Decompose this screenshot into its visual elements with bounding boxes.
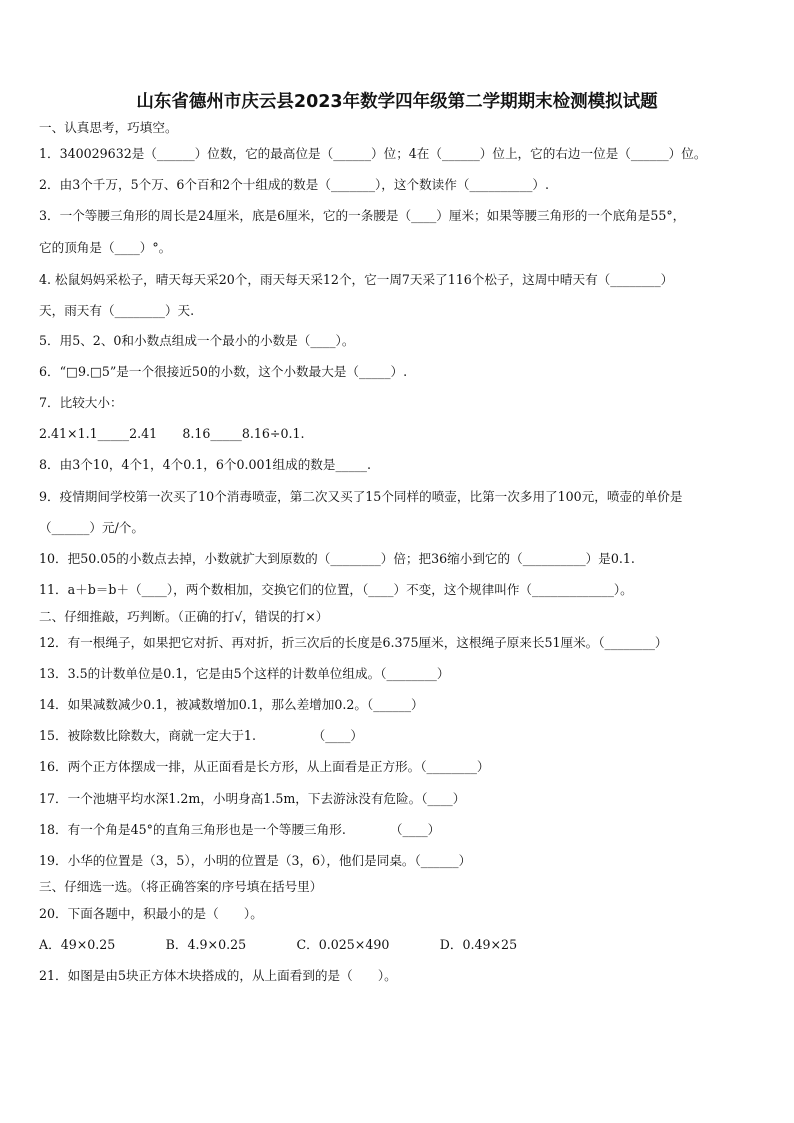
section-heading-judge: 二、仔细推敲，巧判断。（正确的打√，错误的打×）	[39, 609, 329, 624]
question-21: 21．如图是由5块正方体木块搭成的，从上面看到的是（ ）。	[39, 968, 397, 983]
question-19: 19．小华的位置是（3，5），小明的位置是（3，6），他们是同桌。（______）	[39, 853, 472, 868]
question-7-compare: 2.41×1.1_____2.41 8.16_____8.16÷0.1.	[39, 426, 305, 441]
question-13: 13．3.5的计数单位是0.1，它是由5个这样的计数单位组成。（________）	[39, 666, 450, 681]
question-6: 6．“□9.□5”是一个很接近50的小数，这个小数最大是（_____）.	[39, 364, 408, 379]
question-5: 5．用5、2、0和小数点组成一个最小的小数是（____）。	[39, 333, 355, 348]
question-3-line-2: 它的顶角是（____）°。	[39, 240, 172, 255]
question-17: 17．一个池塘平均水深1.2m，小明身高1.5m，下去游泳没有危险。（____）	[39, 791, 466, 806]
question-15: 15．被除数比除数大，商就一定大于1. （____）	[39, 728, 363, 743]
question-20-options: A．49×0.25 B．4.9×0.25 C．0.025×490 D．0.49×25	[39, 937, 518, 952]
question-8: 8．由3个10，4个1，4个0.1，6个0.001组成的数是_____.	[39, 457, 371, 472]
question-10: 10．把50.05的小数点去掉，小数就扩大到原数的（________）倍；把36缩小到它的（__________）是0.1.	[39, 551, 635, 566]
question-7: 7．比较大小：	[39, 395, 123, 410]
question-20: 20．下面各题中，积最小的是（ ）。	[39, 906, 263, 921]
question-2: 2．由3个千万，5个万、6个百和2个十组成的数是（_______），这个数读作（__________）.	[39, 177, 550, 192]
question-18: 18．有一个角是45°的直角三角形也是一个等腰三角形. （____）	[39, 822, 441, 837]
question-14: 14．如果减数减少0.1，被减数增加0.1，那么差增加0.2。（______）	[39, 697, 424, 712]
section-heading-choice: 三、仔细选一选。（将正确答案的序号填在括号里）	[39, 879, 323, 894]
question-9-line-2: （______）元/个。	[39, 520, 144, 535]
question-11: 11．a＋b＝b＋（____），两个数相加，交换它们的位置，（____）不变，这个规律叫作（_____________）。	[39, 582, 633, 597]
section-heading-fill-blank: 一、认真思考，巧填空。	[39, 120, 178, 135]
question-16: 16．两个正方体摆成一排，从正面看是长方形，从上面看是正方形。（________）	[39, 759, 490, 774]
page-title: 山东省德州市庆云县2023年数学四年级第二学期期末检测模拟试题	[136, 92, 658, 112]
question-9-line-1: 9．疫情期间学校第一次买了10个消毒喷壶，第二次又买了15个同样的喷壶，比第一次多用了100元，喷壶的单价是	[39, 489, 683, 504]
question-3-line-1: 3．一个等腰三角形的周长是24厘米，底是6厘米，它的一条腰是（____）厘米；如果等腰三角形的一个底角是55°，	[39, 208, 686, 223]
question-4-line-1: 4. 松鼠妈妈采松子，晴天每天采20个，雨天每天采12个，它一周7天采了116个松子，这周中晴天有（________）	[39, 272, 674, 287]
question-4-line-2: 天，雨天有（________）天.	[39, 303, 195, 318]
question-1: 1．340029632是（______）位数，它的最高位是（______）位；4在（______）位上，它的右边一位是（______）位。	[39, 146, 707, 161]
question-12: 12．有一根绳子，如果把它对折、再对折，折三次后的长度是6.375厘米，这根绳子原来长51厘米。（________）	[39, 635, 668, 650]
